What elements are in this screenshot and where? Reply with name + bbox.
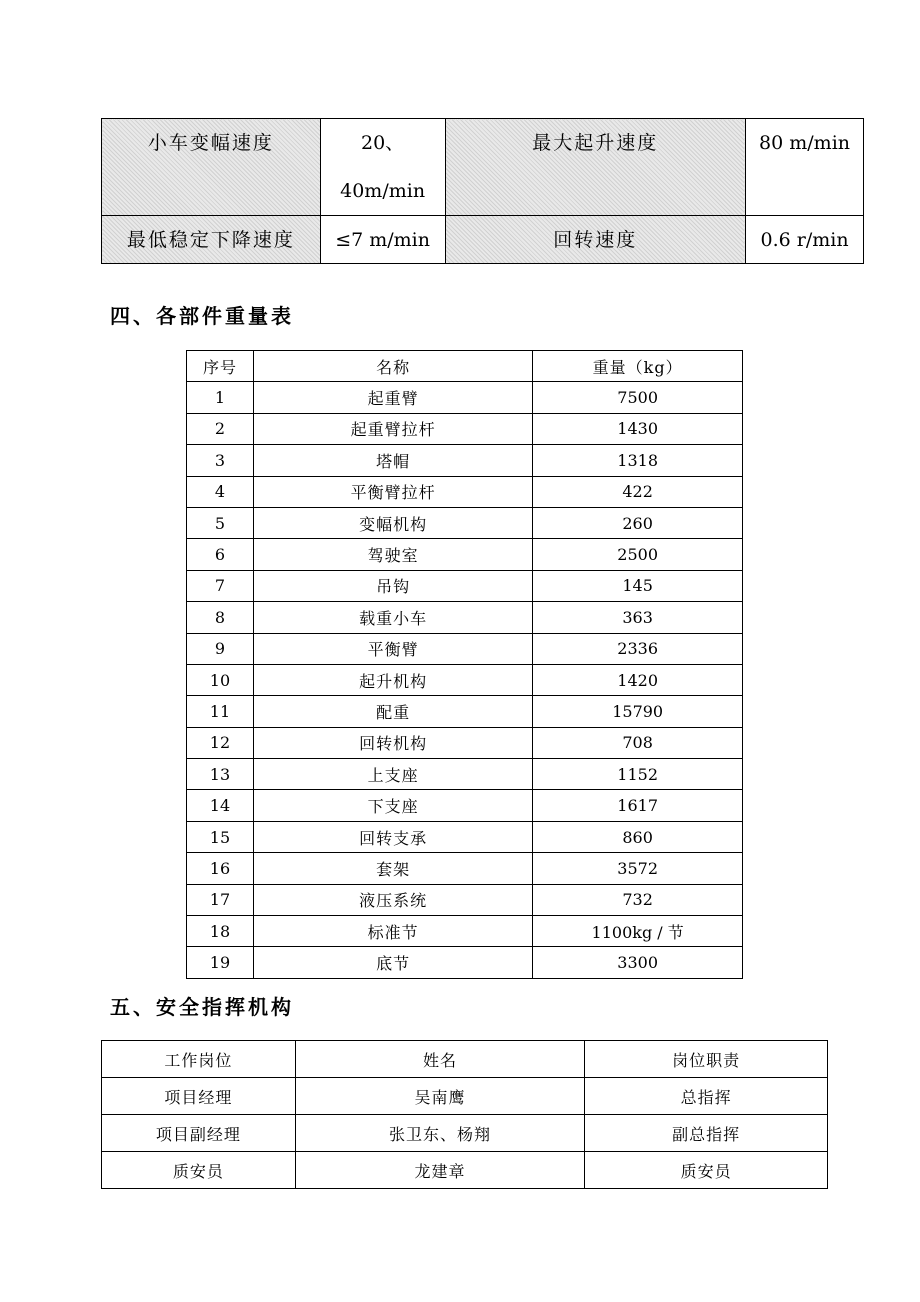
- cell-name: 回转机构: [253, 727, 532, 758]
- cell-name: 起升机构: [253, 664, 532, 695]
- cell-name: 起重臂拉杆: [253, 413, 532, 444]
- cell-weight: 1420: [533, 664, 743, 695]
- cell-index: 18: [187, 916, 254, 947]
- table-row: [187, 633, 743, 664]
- header-name: 名称: [253, 351, 532, 382]
- spec-value-slewing-speed: 0.6 r/min: [746, 216, 864, 264]
- cell-name: 下支座: [253, 790, 532, 821]
- table-row: [187, 696, 743, 727]
- cell-index: 19: [187, 947, 254, 978]
- cell-weight: 1430: [533, 413, 743, 444]
- cell-weight: 260: [533, 507, 743, 538]
- cell-name: 标准节: [253, 916, 532, 947]
- cell-weight: 1152: [533, 759, 743, 790]
- cell-weight: 1100kg / 节: [533, 916, 743, 947]
- table-row: [187, 382, 743, 413]
- spec-label-trolley-speed: 小车变幅速度: [102, 119, 321, 216]
- spec-table: [101, 118, 864, 264]
- table-row: [187, 413, 743, 444]
- header-weight: 重量（kg）: [533, 351, 743, 382]
- table-row: [187, 445, 743, 476]
- cell-weight: 860: [533, 821, 743, 852]
- cell-index: 2: [187, 413, 254, 444]
- cell-name: 套架: [253, 853, 532, 884]
- cell-index: 1: [187, 382, 254, 413]
- table-row: [187, 507, 743, 538]
- cell-person-name: 吴南鹰: [295, 1078, 585, 1115]
- cell-index: 3: [187, 445, 254, 476]
- cell-weight: 732: [533, 884, 743, 915]
- cell-index: 11: [187, 696, 254, 727]
- table-row: [187, 570, 743, 601]
- cell-index: 7: [187, 570, 254, 601]
- cell-weight: 3300: [533, 947, 743, 978]
- command-table: [101, 1040, 828, 1189]
- cell-name: 载重小车: [253, 602, 532, 633]
- spec-value-max-lift-speed: 80 m/min: [746, 119, 864, 216]
- cell-name: 液压系统: [253, 884, 532, 915]
- cell-index: 6: [187, 539, 254, 570]
- spec-value-trolley-speed: [320, 119, 445, 216]
- cell-weight: 422: [533, 476, 743, 507]
- spec-label-slewing-speed: 回转速度: [445, 216, 746, 264]
- header-duty: 岗位职责: [585, 1041, 828, 1078]
- table-row: [187, 539, 743, 570]
- cell-person-name: 龙建章: [295, 1152, 585, 1189]
- cell-index: 13: [187, 759, 254, 790]
- cell-weight: 15790: [533, 696, 743, 727]
- cell-index: 15: [187, 821, 254, 852]
- cell-weight: 363: [533, 602, 743, 633]
- section-heading-command: 五、安全指挥机构: [110, 995, 294, 1019]
- cell-weight: 145: [533, 570, 743, 601]
- spec-value-line: 40m/min: [340, 180, 426, 202]
- table-row: [187, 476, 743, 507]
- spec-row: [102, 119, 864, 216]
- spec-row: [102, 216, 864, 264]
- cell-duty: 质安员: [585, 1152, 828, 1189]
- cell-name: 变幅机构: [253, 507, 532, 538]
- spec-value-min-descent-speed: ≤7 m/min: [320, 216, 445, 264]
- weights-table: [186, 350, 743, 979]
- cell-name: 上支座: [253, 759, 532, 790]
- cell-index: 10: [187, 664, 254, 695]
- cell-name: 平衡臂拉杆: [253, 476, 532, 507]
- command-table-body: [102, 1078, 828, 1189]
- cell-index: 8: [187, 602, 254, 633]
- cell-index: 14: [187, 790, 254, 821]
- cell-duty: 副总指挥: [585, 1115, 828, 1152]
- cell-index: 16: [187, 853, 254, 884]
- cell-weight: 1318: [533, 445, 743, 476]
- cell-position: 项目经理: [102, 1078, 296, 1115]
- table-row: [187, 727, 743, 758]
- cell-position: 质安员: [102, 1152, 296, 1189]
- cell-person-name: 张卫东、杨翔: [295, 1115, 585, 1152]
- weights-header-row: [187, 351, 743, 382]
- cell-name: 起重臂: [253, 382, 532, 413]
- table-row: [187, 664, 743, 695]
- table-row: [187, 884, 743, 915]
- cell-name: 塔帽: [253, 445, 532, 476]
- spec-value-line: 20、: [361, 132, 405, 154]
- cell-duty: 总指挥: [585, 1078, 828, 1115]
- table-row: [187, 916, 743, 947]
- cell-name: 回转支承: [253, 821, 532, 852]
- weights-table-body: [187, 382, 743, 978]
- cell-index: 9: [187, 633, 254, 664]
- cell-position: 项目副经理: [102, 1115, 296, 1152]
- cell-weight: 708: [533, 727, 743, 758]
- header-position: 工作岗位: [102, 1041, 296, 1078]
- cell-name: 平衡臂: [253, 633, 532, 664]
- cell-weight: 1617: [533, 790, 743, 821]
- cell-name: 配重: [253, 696, 532, 727]
- cell-name: 吊钩: [253, 570, 532, 601]
- spec-label-max-lift-speed: 最大起升速度: [445, 119, 746, 216]
- section-heading-weights: 四、各部件重量表: [110, 304, 294, 328]
- cell-index: 17: [187, 884, 254, 915]
- cell-weight: 2500: [533, 539, 743, 570]
- table-row: [187, 821, 743, 852]
- table-row: [102, 1078, 828, 1115]
- spec-label-min-descent-speed: 最低稳定下降速度: [102, 216, 321, 264]
- table-row: [187, 790, 743, 821]
- cell-name: 底节: [253, 947, 532, 978]
- cell-name: 驾驶室: [253, 539, 532, 570]
- cell-weight: 3572: [533, 853, 743, 884]
- table-row: [187, 602, 743, 633]
- header-person-name: 姓名: [295, 1041, 585, 1078]
- table-row: [187, 947, 743, 978]
- table-row: [102, 1115, 828, 1152]
- command-header-row: [102, 1041, 828, 1078]
- table-row: [187, 853, 743, 884]
- cell-weight: 2336: [533, 633, 743, 664]
- cell-index: 5: [187, 507, 254, 538]
- header-index: 序号: [187, 351, 254, 382]
- table-row: [187, 759, 743, 790]
- cell-index: 12: [187, 727, 254, 758]
- cell-weight: 7500: [533, 382, 743, 413]
- table-row: [102, 1152, 828, 1189]
- cell-index: 4: [187, 476, 254, 507]
